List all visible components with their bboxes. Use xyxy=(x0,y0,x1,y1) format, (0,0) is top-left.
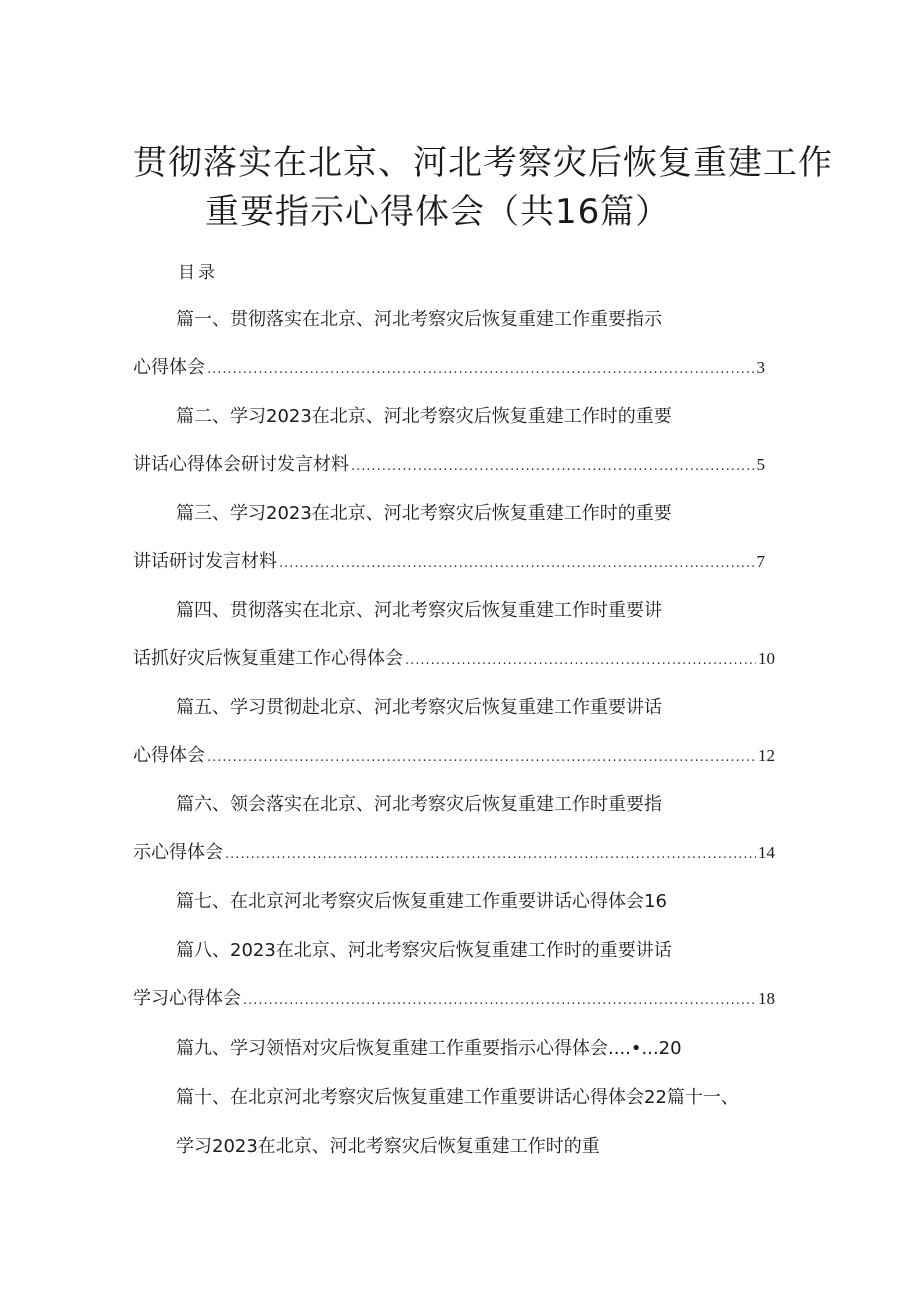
toc-entry-2-line-1: 篇二、学习2023在北京、河北考察灾后恢复重建工作时的重要 xyxy=(176,406,672,427)
toc-entry-1-line-2 xyxy=(133,355,765,381)
toc-entry-3-text: 讲话研讨发言材料 xyxy=(133,551,277,572)
toc-leader-dots xyxy=(207,745,756,771)
document-title-line-2: 重要指示心得体会（共16篇） xyxy=(205,192,671,232)
toc-entry-3-page: 7 xyxy=(756,552,765,571)
toc-entry-8-line-2 xyxy=(133,986,775,1012)
toc-entry-2-text: 讲话心得体会研讨发言材料 xyxy=(133,454,349,475)
toc-leader-dots xyxy=(243,988,756,1014)
toc-entry-9: 篇九、学习领悟对灾后恢复重建工作重要指示心得体会....•...20 xyxy=(176,1038,682,1059)
toc-entry-8-line-1: 篇八、2023在北京、河北考察灾后恢复重建工作时的重要讲话 xyxy=(176,940,672,961)
toc-entry-6-page: 14 xyxy=(758,843,775,862)
toc-entry-4-line-1: 篇四、贯彻落实在北京、河北考察灾后恢复重建工作时重要讲 xyxy=(176,600,662,621)
toc-leader-dots xyxy=(207,357,755,383)
toc-entry-5-page: 12 xyxy=(758,746,775,765)
toc-entry-1-page: 3 xyxy=(756,358,765,377)
toc-entry-5-line-1: 篇五、学习贯彻赴北京、河北考察灾后恢复重建工作重要讲话 xyxy=(176,697,662,718)
toc-entry-6-line-1: 篇六、领会落实在北京、河北考察灾后恢复重建工作时重要指 xyxy=(176,794,662,815)
toc-entry-4-line-2 xyxy=(133,646,775,672)
toc-entry-5-line-2 xyxy=(133,743,775,769)
document-title-line-1: 贯彻落实在北京、河北考察灾后恢复重建工作 xyxy=(133,143,833,183)
toc-entry-2-line-2 xyxy=(133,452,765,478)
toc-entry-4-page: 10 xyxy=(758,649,775,668)
toc-entry-8-page: 18 xyxy=(758,989,775,1008)
toc-entry-2-page: 5 xyxy=(756,455,765,474)
toc-entry-3-line-2 xyxy=(133,549,765,575)
toc-entry-6-text: 示心得体会 xyxy=(133,842,223,863)
toc-entry-11: 学习2023在北京、河北考察灾后恢复重建工作时的重 xyxy=(176,1136,600,1157)
toc-entry-6-line-2 xyxy=(133,840,775,866)
toc-entry-1-line-1: 篇一、贯彻落实在北京、河北考察灾后恢复重建工作重要指示 xyxy=(176,309,662,330)
toc-leader-dots xyxy=(405,648,756,674)
toc-entry-10: 篇十、在北京河北考察灾后恢复重建工作重要讲话心得体会22篇十一、 xyxy=(176,1087,739,1108)
toc-entry-1-text: 心得体会 xyxy=(133,357,205,378)
toc-entry-4-text: 话抓好灾后恢复重建工作心得体会 xyxy=(133,648,403,669)
toc-leader-dots xyxy=(351,454,755,480)
toc-entry-8-text: 学习心得体会 xyxy=(133,988,241,1009)
toc-entry-3-line-1: 篇三、学习2023在北京、河北考察灾后恢复重建工作时的重要 xyxy=(176,503,672,524)
toc-entry-7: 篇七、在北京河北考察灾后恢复重建工作重要讲话心得体会16 xyxy=(176,891,667,912)
toc-leader-dots xyxy=(225,842,756,868)
toc-heading: 目录 xyxy=(178,263,218,283)
toc-entry-5-text: 心得体会 xyxy=(133,745,205,766)
toc-leader-dots xyxy=(279,551,755,577)
